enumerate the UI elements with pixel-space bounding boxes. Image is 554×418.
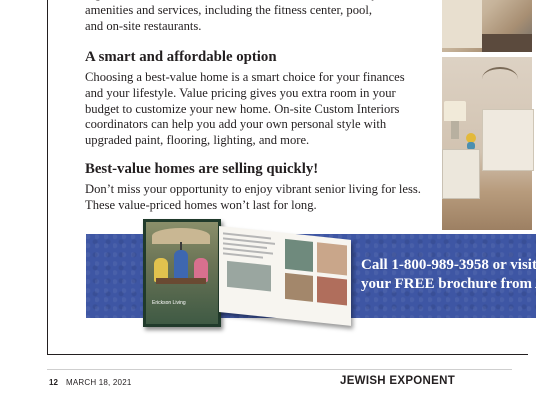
brochure-cover-image	[143, 219, 221, 327]
nightstand-shape	[442, 149, 480, 199]
bedroom-photo	[442, 57, 532, 230]
publication-name: JEWISH EXPONENT	[340, 375, 456, 387]
footer-divider	[47, 369, 512, 370]
issue-date: MARCH 18, 2021	[66, 378, 132, 387]
brochure-photo	[317, 276, 347, 305]
advertisement-frame	[47, 0, 554, 355]
open-brochure-image	[219, 226, 351, 326]
lamp-base-shape	[451, 121, 459, 139]
section-body-smart-option: Choosing a best-value home is a smart choice for your finances and your lifestyle. Value pricing gives you extra room in your budget to customize your new home. On-site Custom Interiors coordinators can help you add your own personal style with upgraded paint, flooring, lighting, and more.	[85, 70, 405, 148]
couch-shape	[442, 0, 482, 48]
headboard-shape	[482, 109, 534, 171]
floor-shape	[482, 34, 532, 52]
page-number: 12	[49, 378, 58, 387]
brochure-photo	[285, 239, 313, 272]
brochure-photo	[285, 273, 313, 302]
section-heading-smart-option: A smart and affordable option	[85, 49, 277, 65]
brochure-cover-logo: Erickson Living	[152, 300, 186, 306]
living-room-photo	[442, 0, 532, 52]
intro-line-2: amenities and services, including the fitness center, pool,	[85, 2, 372, 17]
lamp-shade-shape	[444, 101, 466, 121]
intro-line-3: and on-site restaurants.	[85, 18, 202, 33]
wall-art-shape	[482, 67, 518, 91]
call-to-action-banner	[86, 234, 554, 318]
intro-line-1	[85, 0, 378, 1]
cta-line-1: Call 1-800-989-3958 or visit S	[361, 257, 550, 273]
section-body-selling-quickly: Don’t miss your opportunity to enjoy vibrant senior living for less. These value-priced homes won’t last for long.	[85, 182, 421, 212]
section-heading-selling-quickly: Best-value homes are selling quickly!	[85, 161, 319, 177]
table-shape	[156, 278, 206, 284]
call-to-action-text	[361, 256, 554, 294]
brochure-photo	[227, 261, 271, 292]
cta-line-2: your FREE brochure from An	[361, 276, 554, 292]
intro-paragraph	[85, 0, 425, 34]
person-shape	[174, 250, 188, 280]
brochure-photo	[317, 242, 347, 275]
